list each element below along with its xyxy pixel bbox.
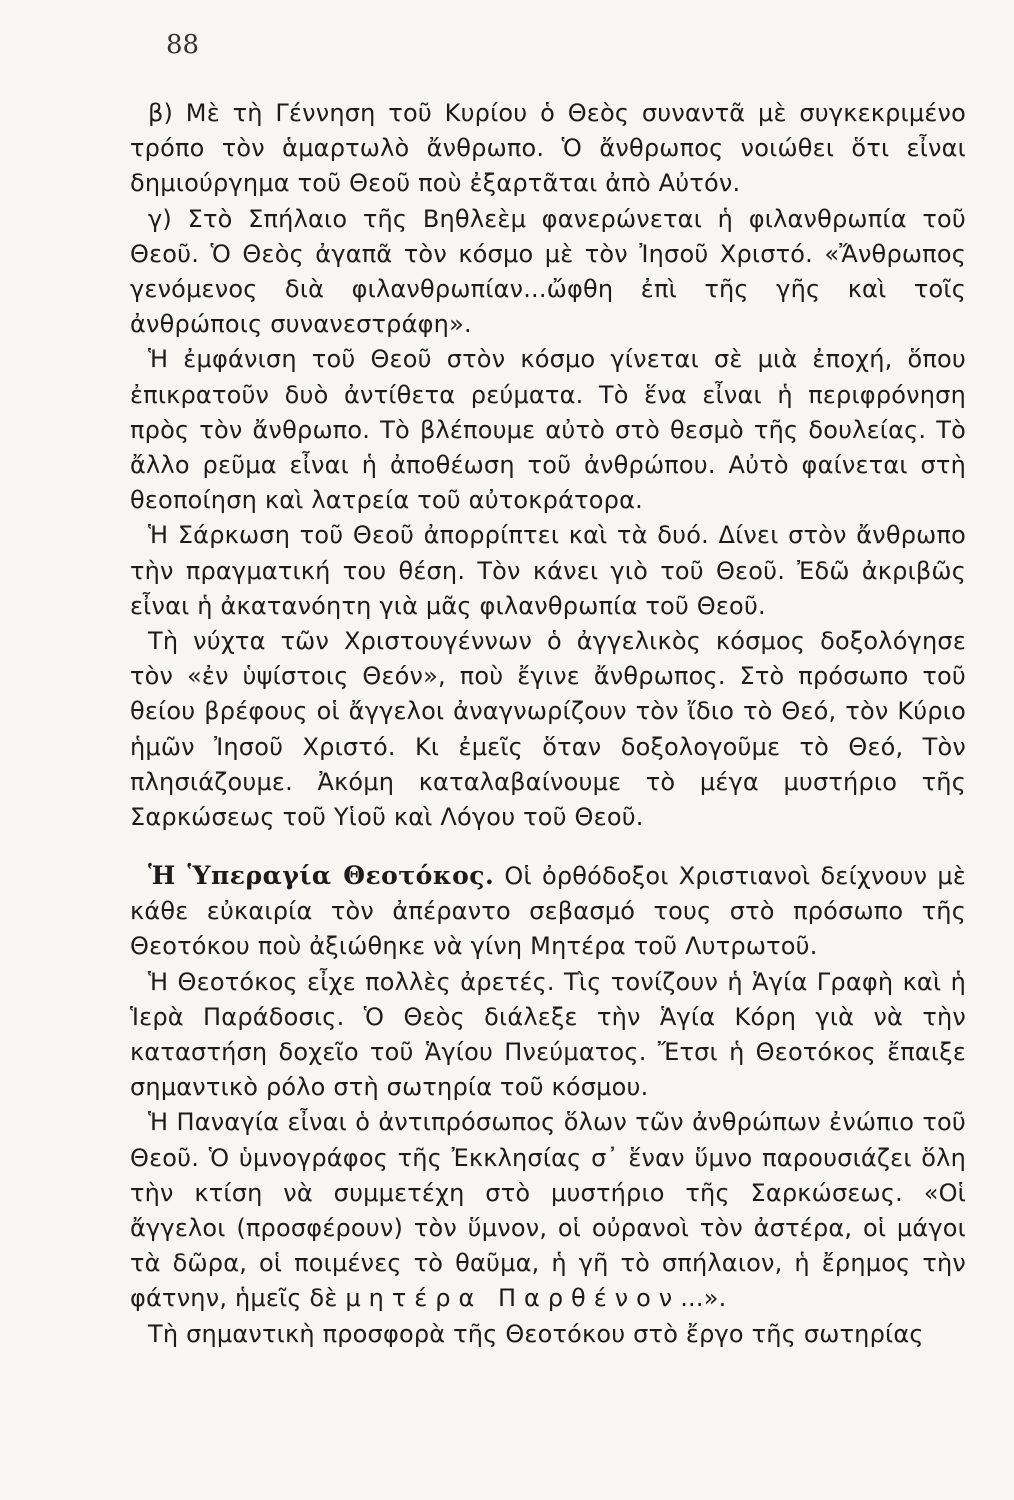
paragraph: β) Μὲ τὴ Γέννηση τοῦ Κυρίου ὁ Θεὸς συναντᾶ μὲ συγκεκριμένο τρόπο τὸν ἁμαρτωλὸ ἄνθρωπο. Ὁ ἄνθρωπος νοιώθει ὅτι εἶναι δημιούργημα τοῦ Θεοῦ ποὺ ἐξαρτᾶται ἀπὸ Αὐτόν. <box>130 99 966 198</box>
hymn-intro-text: Ἡ Παναγία εἶναι ὁ ἀντιπρόσωπος ὅλων τῶν ἀνθρώπων ἐνώπιο τοῦ Θεοῦ. Ὁ ὑμνογράφος τῆς Ἐκκλησίας σ᾽ ἕναν ὕμνο παρουσιάζει ὅλη τὴν κτίση νὰ συμμετέχη στὸ μυστήριο τῆς Σαρκώσεως. «Οἱ ἄγγελοι (προσφέρουν) τὸν ὕμνον, οἱ οὐρανοὶ τὸν ἀστέρα, οἱ μάγοι τὰ δῶρα, οἱ ποιμένες τὸ θαῦμα, ἡ γῆ τὸ σπήλαιον, ἡ ἔρημος τὴν φάτνην, ἡμεῖς δὲ <box>130 1108 966 1313</box>
section-first-paragraph-text: Οἱ ὀρθόδοξοι Χριστιανοὶ δείχνουν μὲ κάθε εὐκαιρία τὸν ἀπέραντο σεβασμό τους στὸ πρόσωπο τῆς Θεοτόκου ποὺ ἀξιώθηκε νὰ γίνη Μητέρα τοῦ Λυτρωτοῦ. <box>130 862 966 961</box>
paragraph: γ) Στὸ Σπήλαιο τῆς Βηθλεὲμ φανερώνεται ἡ φιλανθρωπία τοῦ Θεοῦ. Ὁ Θεὸς ἀγαπᾶ τὸν κόσμο μὲ τὸν Ἰησοῦ Χριστό. «Ἄνθρωπος γενόμενος διὰ φιλανθρωπίαν...ὤφθη ἐπὶ τῆς γῆς καὶ τοῖς ἀνθρώποις συνανεστράφη». <box>130 204 966 339</box>
hymn-spaced-text: μητέρα Παρθένον <box>345 1284 681 1313</box>
section-heading: Ἡ Ὑπεραγία Θεοτόκος. <box>148 861 495 890</box>
paragraph-last-line: Τὴ σημαντικὴ προσφορὰ τῆς Θεοτόκου στὸ ἔργο τῆς σωτηρίας <box>148 1319 924 1348</box>
page-number: 88 <box>166 30 200 60</box>
text-block-main <box>130 96 966 835</box>
paragraph: Ἡ ἐμφάνιση τοῦ Θεοῦ στὸν κόσμο γίνεται σὲ μιὰ ἐποχή, ὅπου ἐπικρατοῦν δυὸ ἀντίθετα ρεύματα. Τὸ ἕνα εἶναι ἡ περιφρόνηση πρὸς τὸν ἄνθρωπο. Τὸ βλέπουμε αὐτὸ στὸ θεσμὸ τῆς δουλείας. Τὸ ἄλλο ρεῦμα εἶναι ἡ ἀποθέωση τοῦ ἀνθρώπου. Αὐτὸ φαίνεται στὴ θεοποίηση καὶ λατρεία τοῦ αὐτοκράτορα. <box>130 345 966 515</box>
text-block-theotokos-section <box>130 858 966 1352</box>
hymn-end-text: ...». <box>680 1284 727 1313</box>
paragraph: Ἡ Σάρκωση τοῦ Θεοῦ ἀπορρίπτει καὶ τὰ δυό. Δίνει στὸν ἄνθρωπο τὴν πραγματική του θέση. Τὸν κάνει γιὸ τοῦ Θεοῦ. Ἐδῶ ἀκριβῶς εἶναι ἡ ἀκατανόητη γιὰ μᾶς φιλανθρωπία τοῦ Θεοῦ. <box>130 521 966 620</box>
paragraph: Τὴ νύχτα τῶν Χριστουγέννων ὁ ἀγγελικὸς κόσμος δοξολόγησε τὸν «ἐν ὑψίστοις Θεόν», ποὺ ἔγινε ἄνθρωπος. Στὸ πρόσωπο τοῦ θείου βρέφους οἱ ἄγγελοι ἀναγνωρίζουν τὸν ἴδιο τὸ Θεό, τὸν Κύριο ἡμῶν Ἰησοῦ Χριστό. Κι ἐμεῖς ὅταν δοξολογοῦμε τὸ Θεό, Τὸν πλησιάζουμε. Ἀκόμη καταλαβαίνουμε τὸ μέγα μυστήριο τῆς Σαρκώσεως τοῦ Υἱοῦ καὶ Λόγου τοῦ Θεοῦ. <box>130 627 966 832</box>
section-first-paragraph <box>130 858 966 965</box>
hymn-paragraph <box>130 1105 966 1316</box>
paragraph: Ἡ Θεοτόκος εἶχε πολλὲς ἀρετές. Τὶς τονίζουν ἡ Ἁγία Γραφὴ καὶ ἡ Ἱερὰ Παράδοσις. Ὁ Θεὸς διάλεξε τὴν Ἁγία Κόρη γιὰ νὰ τὴν καταστήση δοχεῖο τοῦ Ἁγίου Πνεύματος. Ἔτσι ἡ Θεοτόκος ἔπαιξε σημαντικὸ ρόλο στὴ σωτηρία τοῦ κόσμου. <box>130 967 966 1102</box>
